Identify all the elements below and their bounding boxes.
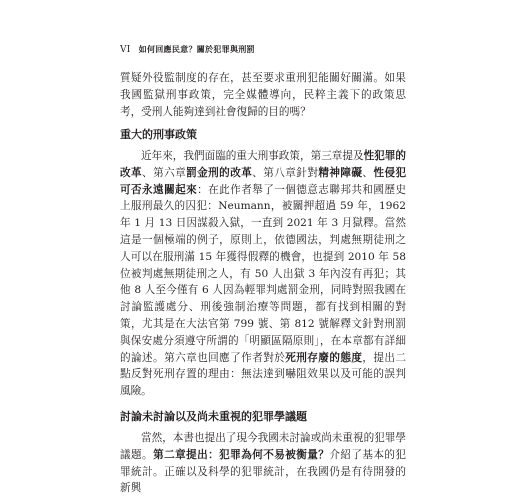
text-run: ，提出二點反對死刑存置的理由：無法達到嚇阻效果以及可能的誤判風險。 [120, 351, 407, 398]
text-run: 介紹了基本的犯罪統計。正確以及科學的犯罪統計，在我國仍是有待開發的新興 [120, 448, 407, 495]
bold-run: 第二章提出：犯罪為何不易被衡量？ [153, 448, 330, 461]
bold-run: 死刑存廢的態度 [285, 351, 363, 364]
section1-paragraph [120, 148, 406, 400]
bold-run: 性侵犯可否永遠關起來 [120, 166, 407, 196]
running-header [120, 44, 255, 55]
bold-run: 性犯罪的改革 [120, 150, 407, 179]
section2-paragraph [120, 430, 406, 497]
intro-paragraph-block [120, 70, 406, 120]
text-run: 當然，本書也提出了現今我國未討論或尚未重視的犯罪學議題。 [120, 432, 406, 461]
text-run: 近年來，我們面臨的重大刑事政策，第三章提及 [141, 150, 364, 162]
text-run: 、第六章 [142, 166, 187, 179]
section2-paragraph-block [120, 430, 406, 497]
bold-run: 精神障礙 [318, 166, 363, 179]
text-run: ：在此作者舉了一個德意志聯邦共和國歷史上服刑最久的囚犯：Neumann，被關押超過 59 年，1962 年 1 月 13 日因謀殺入獄，一直到 2021 年 3 月獄釋。當然這是一個極端的例子，原則上，依德國法，判處無期徒刑之人可以在服刑滿 15 年獲得假釋的機會，也提到 2010 年 58 位被判處無期徒刑之人，有 50 人出獄 3 年內沒有再犯；其他 8 人至今僅有 6 人因為輕罪判處罰金刑，同時對照我國在討論監護處分、刑後強制治療等問題，都有找到相關的對策，尤其是在大法官第 799 號、第 812 號解釋文針對刑罰與保安處分須遵守所謂的「明顯區隔原則」，在本章都有詳細的論述。第六章也回應了作者對於 [120, 183, 407, 364]
text-run: 、第八章針對 [252, 166, 319, 179]
bold-run: 罰金刑的改革 [186, 166, 253, 179]
section-heading-major-policy: 重大的刑事政策 [120, 128, 197, 141]
section-heading-criminology-issues: 討論未討論以及尚未重視的犯罪學議題 [120, 410, 307, 423]
intro-paragraph: 質疑外役監制度的存在，甚至要求重刑犯能關好關滿。如果我國監獄刑事政策，完全媒體導向，民粹主義下的政策思考，受刑人能夠達到社會復歸的目的嗎？ [120, 72, 406, 118]
text-run: 、 [362, 166, 374, 179]
section1-paragraph-block [120, 148, 406, 400]
page-number: VI [120, 45, 131, 55]
running-title: 如何回應民意？關於犯罪與刑罰 [138, 45, 255, 54]
